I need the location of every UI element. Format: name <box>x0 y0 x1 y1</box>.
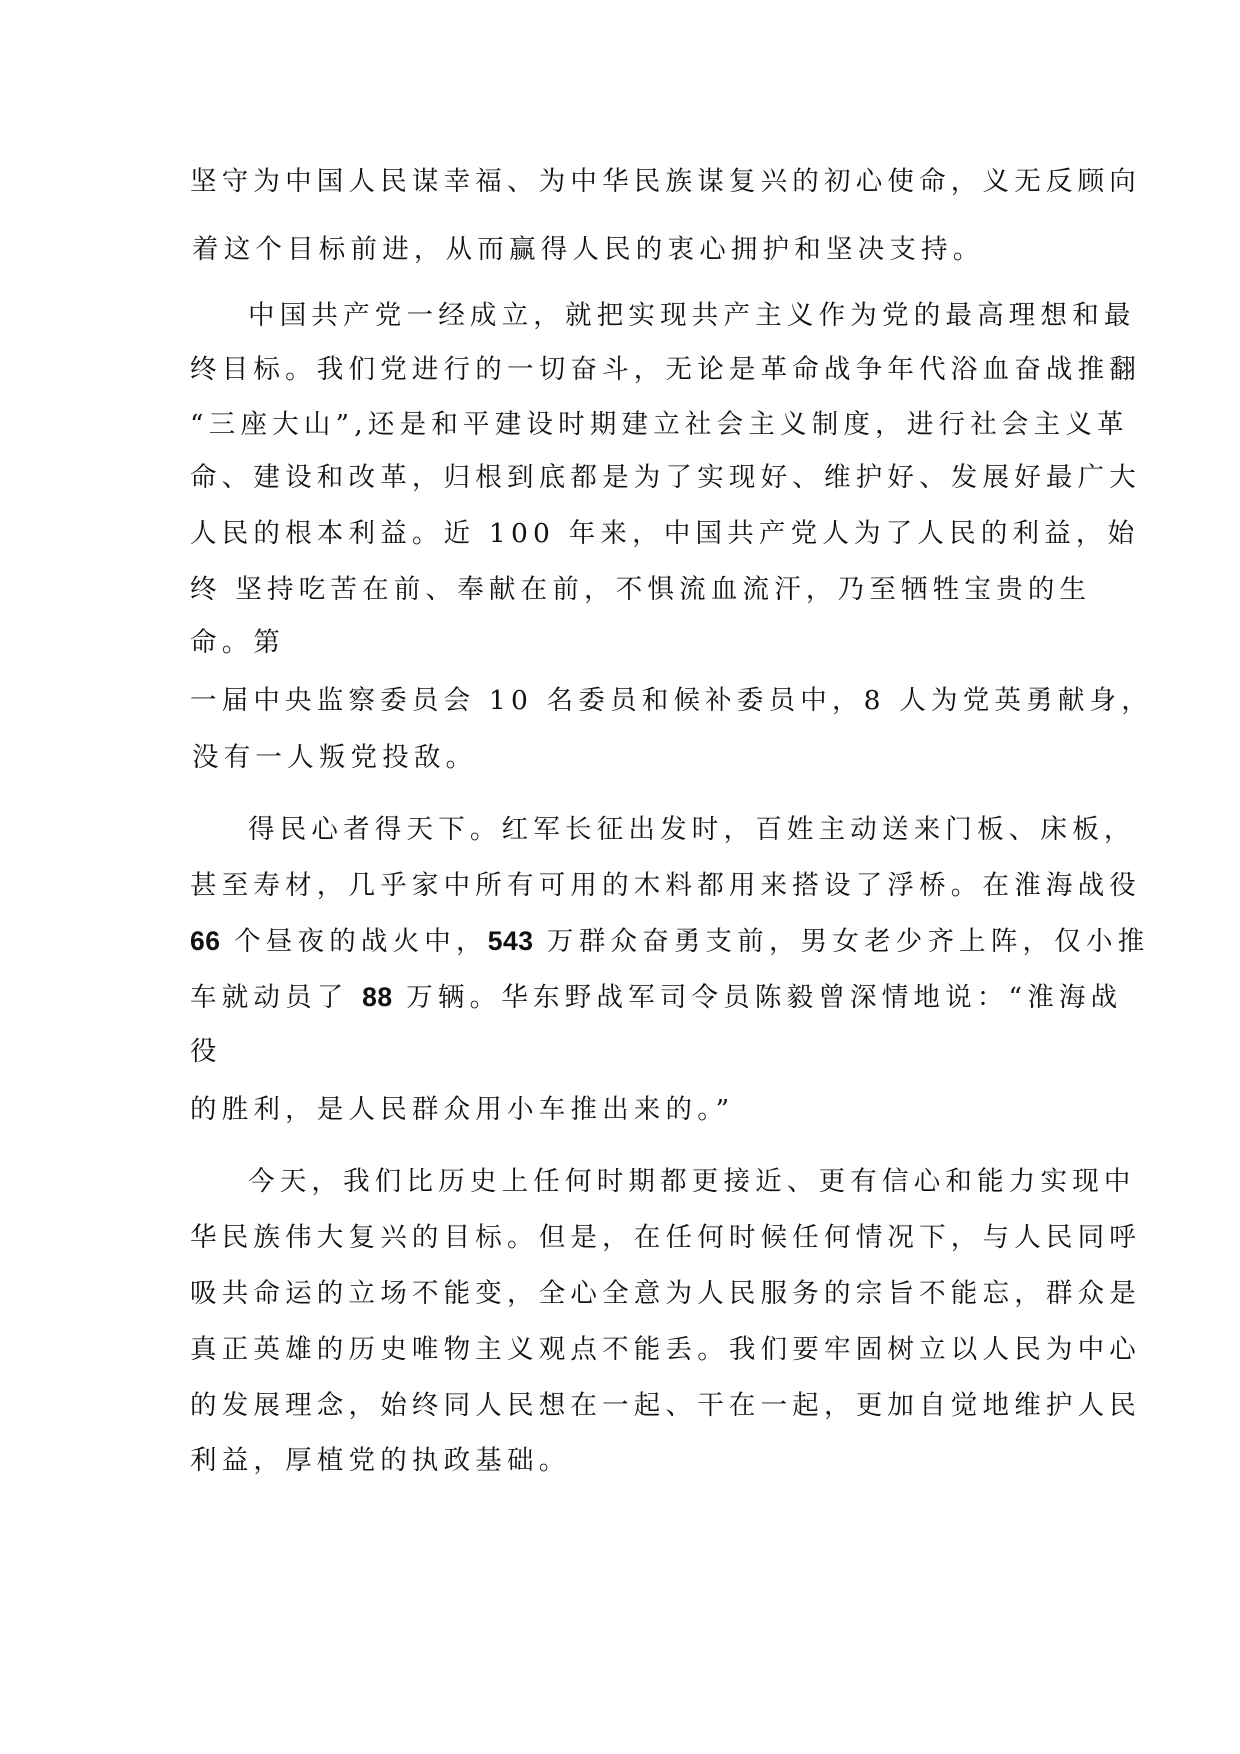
figure-days: 66 <box>190 926 221 956</box>
text-line: 吸共命运的立场不能变，全心全意为人民服务的宗旨不能忘，群众是 <box>190 1278 1141 1309</box>
text-line: 命。第 <box>190 627 286 658</box>
text-line <box>190 921 1149 962</box>
figure-people: 543 <box>487 926 534 956</box>
text-line: 今天，我们比历史上任何时期都更接近、更有信心和能力实现中 <box>248 1166 1136 1197</box>
text-line: 人民的根本利益。近 100 年来，中国共产党人为了人民的利益，始 <box>190 518 1140 549</box>
text-line: 甚至寿材，几乎家中所有可用的木料都用来搭设了浮桥。在淮海战役 <box>190 870 1141 901</box>
text-run: 万群众奋勇支前，男女老少齐上阵，仅小推 <box>533 926 1150 957</box>
text-line: 役 <box>190 1036 222 1067</box>
text-line: 没有一人叛党投敌。 <box>192 742 478 773</box>
text-run: 车就动员了 <box>190 982 363 1013</box>
text-line <box>190 977 1122 1018</box>
text-line: 华民族伟大复兴的目标。但是，在任何时候任何情况下，与人民同呼 <box>190 1222 1141 1253</box>
text-line: 坚守为中国人民谋幸福、为中华民族谋复兴的初心使命，义无反顾向 <box>190 166 1141 197</box>
text-line: “三座大山”,还是和平建设时期建立社会主义制度，进行社会主义革 <box>190 409 1129 440</box>
text-line: 一届中央监察委员会 10 名委员和候补委员中，8 人为党英勇献身， <box>190 685 1153 716</box>
text-line: 终 坚持吃苦在前、奉献在前，不惧流血流汗，乃至牺牲宝贵的生 <box>190 574 1092 605</box>
figure-carts: 88 <box>362 982 393 1012</box>
text-line: 真正英雄的历史唯物主义观点不能丢。我们要牢固树立以人民为中心 <box>190 1334 1141 1365</box>
text-line: 的胜利，是人民群众用小车推出来的。” <box>190 1094 735 1125</box>
text-line: 中国共产党一经成立，就把实现共产主义作为党的最高理想和最 <box>248 300 1136 331</box>
text-run: 个昼夜的战火中， <box>220 926 488 957</box>
text-run: 万辆。华东野战军司令员陈毅曾深情地说：“淮海战 <box>392 982 1123 1013</box>
text-line: 利益，厚植党的执政基础。 <box>190 1445 571 1476</box>
text-line: 终目标。我们党进行的一切奋斗，无论是革命战争年代浴血奋战推翻 <box>190 354 1141 385</box>
text-line: 命、建设和改革，归根到底都是为了实现好、维护好、发展好最广大 <box>190 462 1141 493</box>
text-line: 的发展理念，始终同人民想在一起、干在一起，更加自觉地维护人民 <box>190 1390 1141 1421</box>
text-line: 得民心者得天下。红军长征出发时，百姓主动送来门板、床板， <box>248 814 1136 845</box>
text-line: 着这个目标前进，从而赢得人民的衷心拥护和坚决支持。 <box>192 234 985 265</box>
